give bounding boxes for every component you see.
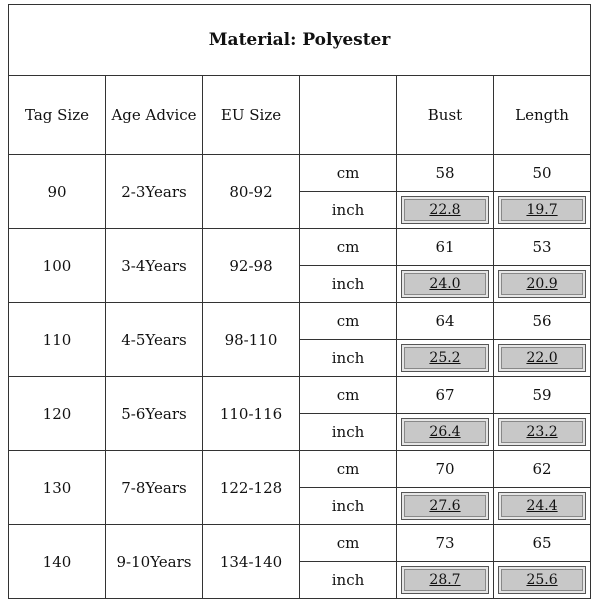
table-row [9,303,591,340]
length-cm-cell: 56 [494,303,591,340]
age-advice-cell: 5-6Years [106,377,203,451]
age-advice-cell: 4-5Years [106,303,203,377]
length-inch-value: 19.7 [498,196,586,224]
tag-size-cell: 140 [9,525,106,599]
length-inch-value: 25.6 [498,566,586,594]
header-unit [300,76,397,155]
header-bust: Bust [397,76,494,155]
unit-inch-cell: inch [300,488,397,525]
length-cm-cell: 65 [494,525,591,562]
eu-size-cell: 122-128 [203,451,300,525]
bust-inch-cell [397,488,494,525]
size-table [8,4,591,599]
eu-size-cell: 92-98 [203,229,300,303]
length-cm-cell: 53 [494,229,591,266]
length-cm-cell: 62 [494,451,591,488]
bust-cm-cell: 58 [397,155,494,192]
bust-inch-value: 25.2 [401,344,489,372]
header-tag-size: Tag Size [9,76,106,155]
bust-inch-cell [397,562,494,599]
length-inch-cell [494,266,591,303]
unit-inch-cell: inch [300,266,397,303]
bust-cm-cell: 61 [397,229,494,266]
eu-size-cell: 80-92 [203,155,300,229]
length-inch-cell [494,562,591,599]
length-inch-cell [494,488,591,525]
unit-cm-cell: cm [300,377,397,414]
bust-cm-cell: 70 [397,451,494,488]
table-row [9,525,591,562]
tag-size-cell: 110 [9,303,106,377]
table-title: Material: Polyester [9,5,591,76]
eu-size-cell: 134-140 [203,525,300,599]
unit-inch-cell: inch [300,562,397,599]
length-inch-cell [494,414,591,451]
bust-inch-value: 26.4 [401,418,489,446]
bust-cm-cell: 73 [397,525,494,562]
age-advice-cell: 2-3Years [106,155,203,229]
length-inch-value: 22.0 [498,344,586,372]
unit-cm-cell: cm [300,451,397,488]
eu-size-cell: 110-116 [203,377,300,451]
table-row [9,451,591,488]
tag-size-cell: 120 [9,377,106,451]
unit-inch-cell: inch [300,340,397,377]
bust-cm-cell: 64 [397,303,494,340]
bust-cm-cell: 67 [397,377,494,414]
bust-inch-value: 22.8 [401,196,489,224]
bust-inch-cell [397,266,494,303]
length-inch-cell [494,192,591,229]
unit-cm-cell: cm [300,155,397,192]
tag-size-cell: 100 [9,229,106,303]
length-inch-value: 24.4 [498,492,586,520]
unit-cm-cell: cm [300,525,397,562]
table-row [9,377,591,414]
length-inch-cell [494,340,591,377]
unit-cm-cell: cm [300,229,397,266]
header-length: Length [494,76,591,155]
age-advice-cell: 7-8Years [106,451,203,525]
tag-size-cell: 90 [9,155,106,229]
bust-inch-cell [397,192,494,229]
tag-size-cell: 130 [9,451,106,525]
age-advice-cell: 9-10Years [106,525,203,599]
table-row [9,155,591,192]
bust-inch-value: 24.0 [401,270,489,298]
header-age-advice: Age Advice [106,76,203,155]
unit-cm-cell: cm [300,303,397,340]
bust-inch-value: 28.7 [401,566,489,594]
length-cm-cell: 50 [494,155,591,192]
bust-inch-value: 27.6 [401,492,489,520]
age-advice-cell: 3-4Years [106,229,203,303]
bust-inch-cell [397,414,494,451]
table-row [9,229,591,266]
header-eu-size: EU Size [203,76,300,155]
bust-inch-cell [397,340,494,377]
eu-size-cell: 98-110 [203,303,300,377]
size-chart [8,4,590,596]
length-inch-value: 23.2 [498,418,586,446]
length-inch-value: 20.9 [498,270,586,298]
length-cm-cell: 59 [494,377,591,414]
unit-inch-cell: inch [300,192,397,229]
unit-inch-cell: inch [300,414,397,451]
